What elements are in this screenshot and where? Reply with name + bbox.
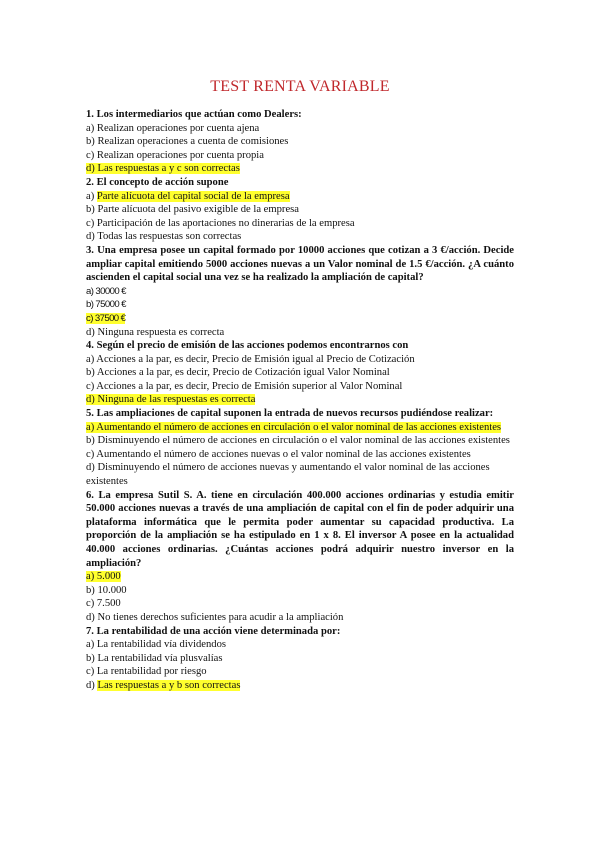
document-title: TEST RENTA VARIABLE (210, 78, 390, 95)
q2-option-d: d) Todas las respuestas son correctas (86, 231, 242, 243)
q2-option-b: b) Parte alícuota del pasivo exigible de la empresa (86, 204, 299, 216)
question-3: 3. Una empresa posee un capital formado por 10000 acciones que cotizan a 3 €/acción. Decide ampliar capital emitiendo 5000 acciones nuevas a un Valor nominal de 1.5 €/acción. ¿A cuánto ascienden el capital social una vez se ha realizado la ampliación de capital? (86, 244, 514, 284)
q6-option-d: d) No tienes derechos suficientes para acudir a la ampliación (86, 611, 344, 623)
q7-option-b: b) La rentabilidad vía plusvalías (86, 652, 223, 664)
q7-option-a: a) La rentabilidad vía dividendos (86, 639, 227, 651)
q1-option-d-correct: d) Las respuestas a y c son correctas (86, 163, 240, 175)
q1-option-c: c) Realizan operaciones por cuenta propia (86, 149, 264, 161)
q3-option-d: d) Ninguna respuesta es correcta (86, 326, 225, 338)
q1-option-a: a) Realizan operaciones por cuenta ajena (86, 122, 260, 134)
q3-option-c-correct: c) 37500 € (86, 312, 126, 324)
q4-option-c: c) Acciones a la par, es decir, Precio de Emisión superior al Valor Nominal (86, 380, 403, 392)
question-5: 5. Las ampliaciones de capital suponen la entrada de nuevos recursos pudiéndose realizar: (86, 408, 494, 420)
q2-option-c: c) Participación de las aportaciones no dinerarias de la empresa (86, 217, 355, 229)
q2-option-a-prefix: a) (86, 190, 97, 202)
test-body (86, 108, 514, 693)
q2-option-a-correct: Parte alícuota del capital social de la empresa (96, 190, 290, 202)
question-4: 4. Según el precio de emisión de las acciones podemos encontrarnos con (86, 340, 409, 352)
q4-option-b: b) Acciones a la par, es decir, Precio de Cotización igual Valor Nominal (86, 367, 390, 379)
q5-option-d: d) Disminuyendo el número de acciones nuevas y aumentando el valor nominal de las acciones existentes (86, 462, 490, 488)
q1-option-b: b) Realizan operaciones a cuenta de comisiones (86, 136, 289, 148)
question-6: 6. La empresa Sutil S. A. tiene en circulación 400.000 acciones ordinarias y estudia emitir 50.000 acciones nuevas a través de una ampliación de capital con el fin de poder adquirir una plataforma informática que le permita poder aumentar su capacidad productiva. La proporción de la ampliación se ha estipulado en 1 x 8. El inversor A posee en la actualidad 40.000 acciones ordinarias. ¿Cuántas acciones podrá adquirir nuestro inversor en la ampliación? (86, 489, 514, 569)
question-1: 1. Los intermediarios que actúan como Dealers: (86, 109, 302, 120)
q6-option-c: c) 7.500 (86, 598, 121, 610)
question-7: 7. La rentabilidad de una acción viene determinada por: (86, 625, 341, 637)
q4-option-d-correct: d) Ninguna de las respuestas es correcta (86, 394, 256, 406)
q5-option-a-correct: a) Aumentando el número de acciones en circulación o el valor nominal de las acciones existentes (86, 421, 502, 433)
q4-option-a: a) Acciones a la par, es decir, Precio de Emisión igual al Precio de Cotización (86, 353, 415, 365)
q7-option-d-correct: Las respuestas a y b son correctas (97, 679, 241, 691)
q3-option-a: a) 30000 € (86, 285, 126, 297)
q7-option-d-prefix: d) (86, 679, 98, 691)
q6-option-a-correct: a) 5.000 (86, 571, 121, 583)
q7-option-c: c) La rentabilidad por riesgo (86, 666, 207, 678)
q5-option-b: b) Disminuyendo el número de acciones en circulación o el valor nominal de las acciones existentes (86, 435, 510, 447)
q6-option-b: b) 10.000 (86, 584, 127, 596)
q5-option-c: c) Aumentando el número de acciones nuevas o el valor nominal de las acciones existentes (86, 448, 471, 460)
q3-option-b: b) 75000 € (86, 299, 126, 311)
question-2: 2. El concepto de acción supone (86, 176, 229, 188)
